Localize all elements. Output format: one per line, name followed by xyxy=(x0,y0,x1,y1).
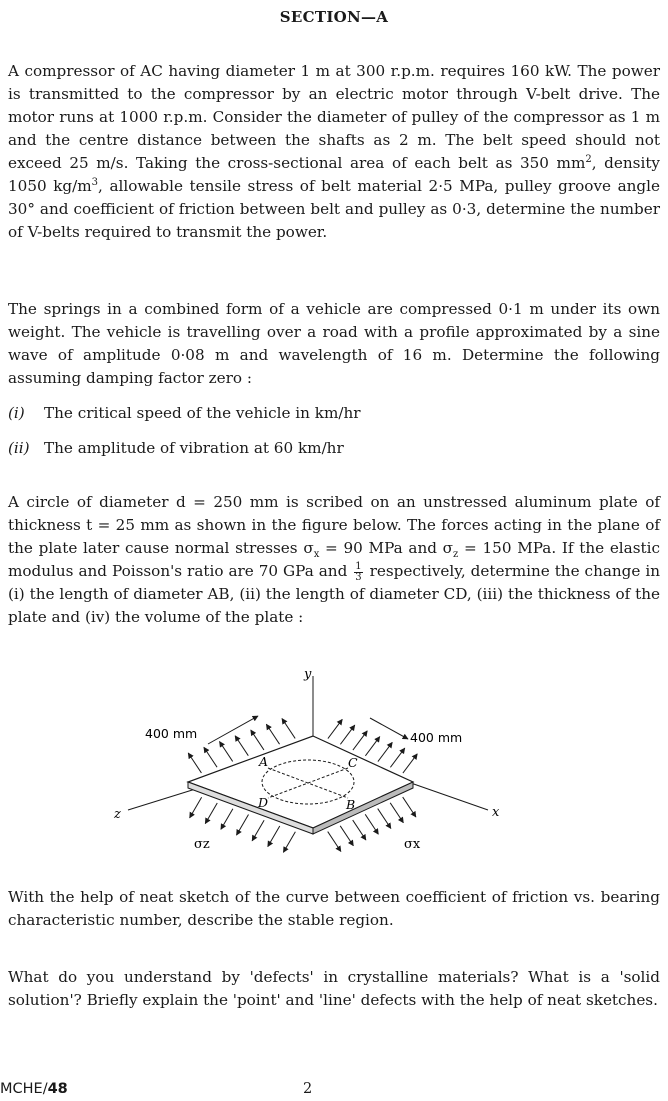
stress-arrow-upper-left xyxy=(188,753,201,773)
stress-arrow-lower-right xyxy=(340,826,353,846)
stress-arrow-upper-right xyxy=(403,754,417,773)
stress-arrow-lower-left xyxy=(268,826,280,847)
stress-arrow-lower-right xyxy=(365,814,378,834)
stress-arrow-lower-left xyxy=(205,803,217,824)
plate-stress-figure xyxy=(108,664,528,864)
stress-arrow-lower-right xyxy=(403,797,416,817)
question-3: A circle of diameter d = 250 mm is scribed on an unstressed aluminum plate of thickness t = 25 mm as shown in the figure below. The forces acting in the plane of the plate later cause normal stresses $\sigma_x = 90$ MPa and $\sigma_z = 150$ MPa. If the elastic modulus and Poisson's ratio are 70 GPa and $\frac{1}{3}$ respectively, determine the change in (i) the length of diameter AB, (ii) the length of diameter CD, (iii) the thickness of the plate and (iv) the volume of the plate : xyxy=(8,493,661,626)
stress-arrow-lower-left xyxy=(283,832,295,853)
stress-arrow-lower-left xyxy=(252,820,264,841)
stress-arrow-upper-right xyxy=(328,719,342,738)
question-5: What do you understand by 'defects' in crystalline materials? What is a 'solid solution'? Briefly explain the 'point' and 'line' defects with the help of neat sketches. xyxy=(8,968,660,1009)
stress-arrow-upper-right xyxy=(353,731,367,750)
page-number: 2 xyxy=(303,1081,313,1097)
label-c: C xyxy=(348,755,358,770)
stress-arrow-lower-right xyxy=(378,809,391,829)
question-2-item-ii: (ii) The amplitude of vibration at 60 km/hr xyxy=(8,439,344,457)
label-dim-right: 400 mm xyxy=(410,730,463,745)
stress-arrow-upper-left xyxy=(251,730,264,750)
question-2: The springs in a combined form of a vehicle are compressed 0·1 m under its own weight. The vehicle is travelling over a road with a profile approximated by a sine wave of amplitude 0·08 m and wavelength of 16 m. Determine the following assuming damping factor zero : xyxy=(8,300,660,387)
label-d: D xyxy=(258,795,269,810)
fraction-one-third: $\frac{1}{3}$ xyxy=(355,560,362,583)
label-a: A xyxy=(259,754,269,769)
stress-arrow-upper-left xyxy=(204,747,217,767)
label-x: x xyxy=(492,805,500,820)
paper-code: MCHE/48 xyxy=(0,1081,68,1097)
question-2-item-i: (i) The critical speed of the vehicle in km/hr xyxy=(8,404,361,422)
plate-top xyxy=(188,736,413,828)
question-4: With the help of neat sketch of the curve between coefficient of friction vs. bearing characteristic number, describe the stable region. xyxy=(8,888,660,929)
stress-arrow-lower-left xyxy=(221,809,233,830)
dim-line-left xyxy=(208,716,258,744)
stress-arrow-upper-left xyxy=(235,736,248,756)
dim-line-right xyxy=(370,718,408,739)
label-b: B xyxy=(346,797,356,812)
stress-arrow-upper-right xyxy=(378,742,392,761)
label-z: z xyxy=(114,807,121,822)
stress-arrow-upper-left xyxy=(266,724,279,744)
stress-arrow-upper-left xyxy=(282,719,295,739)
label-y: y xyxy=(304,667,312,682)
stress-arrow-lower-left xyxy=(190,797,202,818)
stress-arrow-upper-right xyxy=(365,737,379,756)
label-sigma-x: σx xyxy=(404,837,421,852)
label-sigma-z: σz xyxy=(194,837,210,852)
stress-arrow-lower-right xyxy=(390,803,403,823)
x-axis xyxy=(408,782,488,810)
section-heading: SECTION—A xyxy=(279,8,389,26)
stress-arrow-lower-left xyxy=(237,814,249,835)
stress-arrow-lower-right xyxy=(328,832,341,852)
stress-arrow-upper-left xyxy=(219,742,232,762)
question-1: A compressor of AC having diameter 1 m at 300 r.p.m. requires 160 kW. The power is transmitted to the compressor by an electric motor through V-belt drive. The motor runs at 1000 r.p.m. Consider the diameter of pulley of the compressor as 1 m and the centre distance between the shafts as 2 m. The belt speed should not exceed 25 m/s. Taking the cross-sectional area of each belt as 350 $mm^2$, density 1050 $kg/m^3$, allowable tensile stress of belt material 2·5 MPa, pulley groove angle 30° and coefficient of friction between belt and pulley as 0·3, determine the number of V-belts required to transmit the power. xyxy=(8,62,661,241)
stress-arrow-upper-right xyxy=(390,748,404,767)
label-dim-left: 400 mm xyxy=(145,726,198,741)
stress-arrow-upper-right xyxy=(340,725,354,744)
stress-arrow-lower-right xyxy=(353,820,366,840)
